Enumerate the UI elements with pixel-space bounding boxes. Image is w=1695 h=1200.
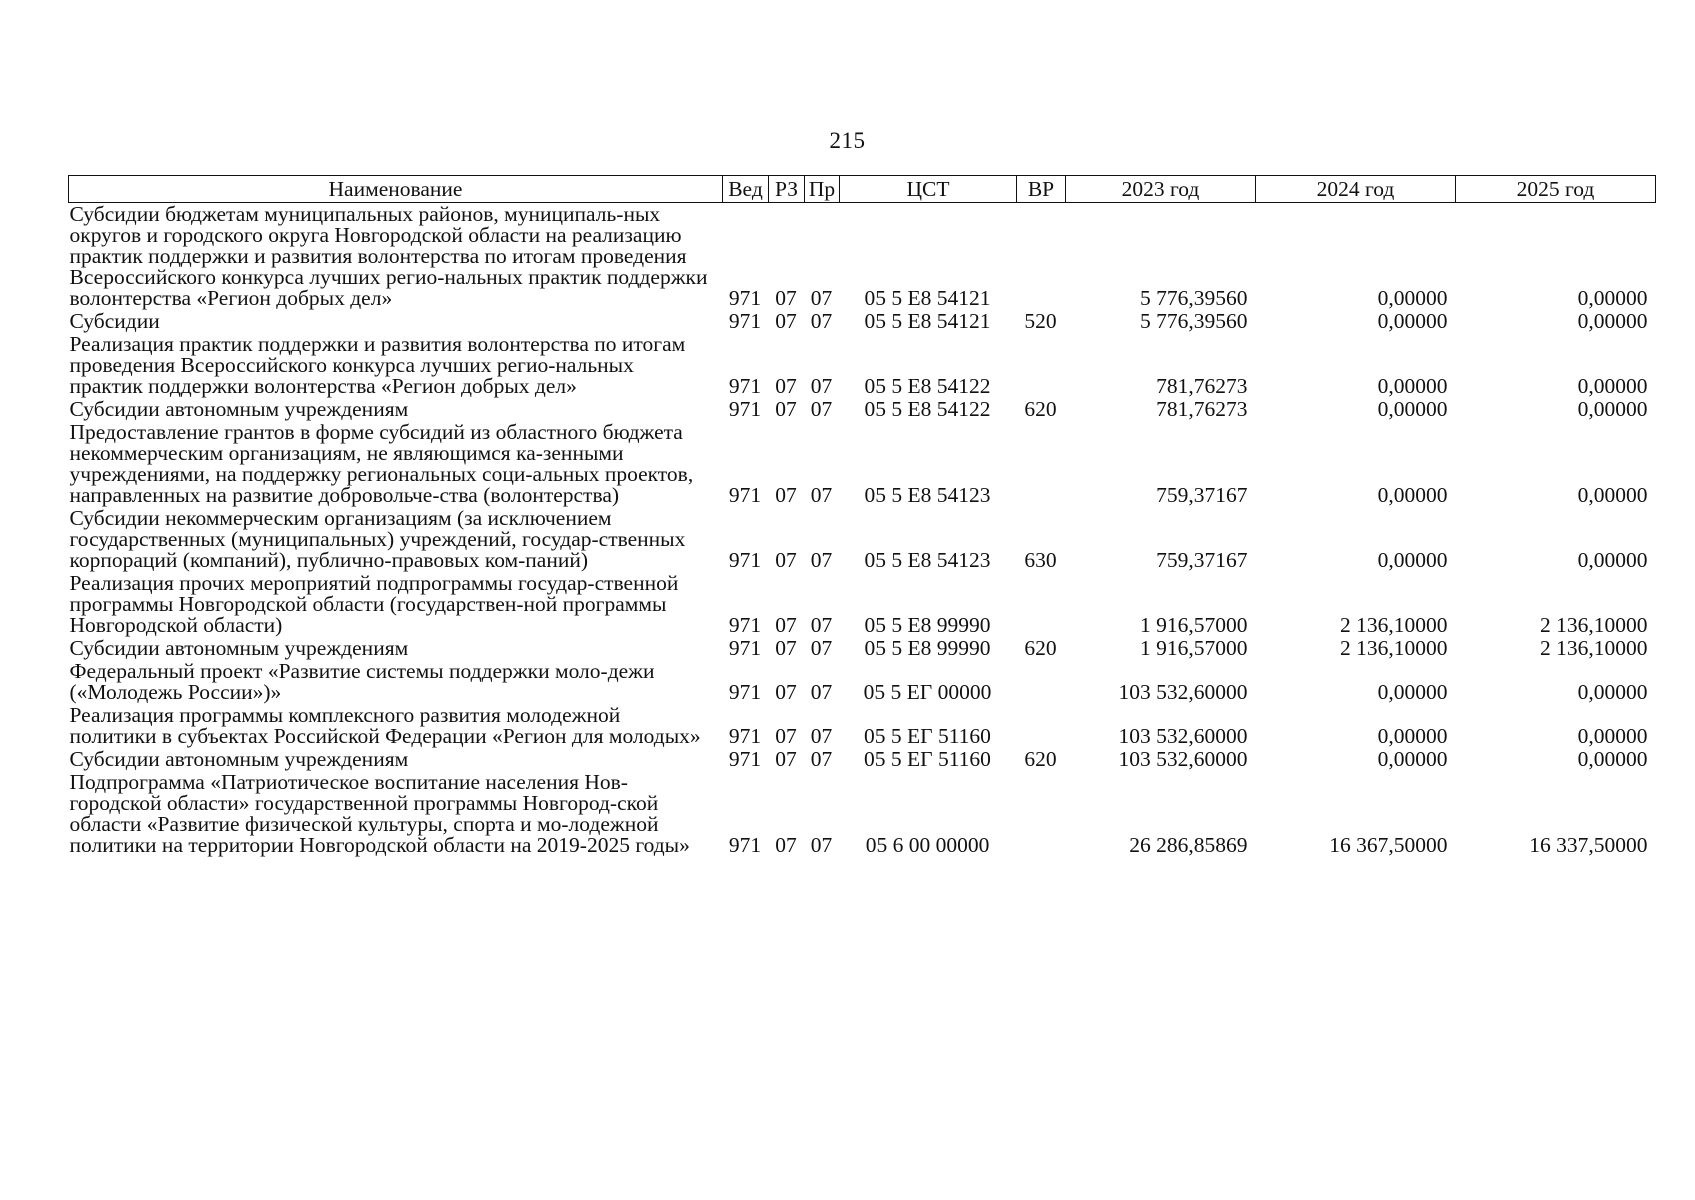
row-2025: 0,00000 bbox=[1577, 548, 1648, 572]
row-cst: 05 5 E8 99990 bbox=[864, 613, 991, 637]
row-cst: 05 5 E8 99990 bbox=[864, 636, 991, 660]
row-pr: 07 bbox=[810, 724, 833, 748]
row-vr bbox=[1017, 333, 1066, 398]
header-pr: Пр bbox=[805, 176, 840, 203]
row-2023: 103 532,60000 bbox=[1118, 724, 1248, 748]
row-name: Субсидии автономным учреждениям bbox=[69, 747, 409, 771]
header-name: Наименование bbox=[69, 176, 723, 203]
row-rz: 07 bbox=[775, 680, 797, 704]
row-2025: 0,00000 bbox=[1577, 747, 1648, 771]
row-2025: 0,00000 bbox=[1577, 680, 1648, 704]
row-pr: 07 bbox=[810, 636, 833, 660]
row-2023: 26 286,85869 bbox=[1129, 833, 1248, 857]
row-2024: 0,00000 bbox=[1377, 680, 1448, 704]
row-2025: 0,00000 bbox=[1577, 374, 1648, 398]
table-row bbox=[69, 507, 1656, 572]
page-number: 215 bbox=[829, 128, 866, 153]
row-2023: 781,76273 bbox=[1156, 397, 1248, 421]
row-rz: 07 bbox=[775, 724, 797, 748]
row-pr: 07 bbox=[810, 483, 833, 507]
table-row bbox=[69, 310, 1656, 333]
table-row bbox=[69, 398, 1656, 421]
budget-table bbox=[68, 175, 1656, 857]
table-row bbox=[69, 572, 1656, 637]
row-rz: 07 bbox=[775, 613, 797, 637]
table-row bbox=[69, 660, 1656, 704]
row-2023: 1 916,57000 bbox=[1140, 613, 1248, 637]
row-rz: 07 bbox=[775, 747, 797, 771]
row-name: Предоставление грантов в форме субсидий из областного бюджета некоммерческим организациям, не являющимся ка-зенными учреждениями, на поддержку региональных соци-альных проектов, направленных на развитие добровольче-ства (волонтерства) bbox=[69, 420, 694, 507]
row-name: Субсидии некоммерческим организациям (за исключением государственных (муниципальных) учреждений, государ-ственных корпораций (компаний), публично-правовых ком-паний) bbox=[69, 506, 686, 572]
row-ved: 971 bbox=[728, 374, 762, 398]
row-2023: 1 916,57000 bbox=[1140, 636, 1248, 660]
row-vr bbox=[1017, 660, 1066, 704]
row-cst: 05 6 00 00000 bbox=[865, 833, 990, 857]
row-cst: 05 5 E8 54121 bbox=[864, 309, 991, 333]
row-pr: 07 bbox=[810, 613, 833, 637]
row-name: Субсидии bbox=[69, 309, 160, 333]
row-cst: 05 5 E8 54123 bbox=[864, 548, 991, 572]
header-2024: 2024 год bbox=[1256, 176, 1456, 203]
row-vr: 520 bbox=[1024, 309, 1057, 333]
row-2025: 0,00000 bbox=[1577, 397, 1648, 421]
table-row bbox=[69, 203, 1656, 311]
table-row bbox=[69, 771, 1656, 857]
row-rz: 07 bbox=[775, 636, 797, 660]
row-name: Реализация практик поддержки и развития волонтерства по итогам проведения Всероссийского конкурса лучших регио-нальных практик поддержки волонтерства «Регион добрых дел» bbox=[69, 332, 686, 398]
row-2024: 0,00000 bbox=[1377, 309, 1448, 333]
header-2023: 2023 год bbox=[1066, 176, 1256, 203]
row-rz: 07 bbox=[775, 548, 797, 572]
table-row bbox=[69, 333, 1656, 398]
row-2025: 0,00000 bbox=[1577, 309, 1648, 333]
row-vr bbox=[1017, 572, 1066, 637]
row-cst: 05 5 E8 54122 bbox=[864, 397, 991, 421]
row-name: Подпрограмма «Патриотическое воспитание населения Нов-городской области» государственной программы Новгород-ской области «Развитие физической культуры, спорта и мо-лодежной политики на территории Новгородской области на 2019-2025 годы» bbox=[69, 770, 690, 857]
header-2025: 2025 год bbox=[1456, 176, 1656, 203]
row-ved: 971 bbox=[728, 286, 762, 310]
row-rz: 07 bbox=[775, 833, 797, 857]
row-ved: 971 bbox=[728, 613, 762, 637]
row-vr: 620 bbox=[1024, 636, 1057, 660]
row-2025: 16 337,50000 bbox=[1529, 833, 1648, 857]
row-cst: 05 5 ЕГ 00000 bbox=[863, 680, 992, 704]
row-2023: 759,37167 bbox=[1156, 548, 1248, 572]
row-ved: 971 bbox=[728, 397, 762, 421]
row-name: Субсидии бюджетам муниципальных районов, муниципаль-ных округов и городского округа Новгородской области на реализацию практик поддержки и развития волонтерства по итогам проведения Всероссийского конкурса лучших регио-нальных практик поддержки волонтерства «Регион добрых дел» bbox=[69, 202, 708, 310]
row-2023: 103 532,60000 bbox=[1118, 747, 1248, 771]
row-name: Субсидии автономным учреждениям bbox=[69, 397, 409, 421]
row-2025: 0,00000 bbox=[1577, 286, 1648, 310]
row-2023: 5 776,39560 bbox=[1140, 286, 1248, 310]
row-2023: 103 532,60000 bbox=[1118, 680, 1248, 704]
row-2023: 5 776,39560 bbox=[1140, 309, 1248, 333]
row-rz: 07 bbox=[775, 397, 797, 421]
row-cst: 05 5 ЕГ 51160 bbox=[864, 747, 991, 771]
row-pr: 07 bbox=[810, 680, 833, 704]
row-cst: 05 5 ЕГ 51160 bbox=[864, 724, 991, 748]
header-ved: Вед bbox=[723, 176, 769, 203]
row-ved: 971 bbox=[728, 636, 762, 660]
table-header-row bbox=[69, 176, 1656, 203]
row-2024: 2 136,10000 bbox=[1340, 636, 1448, 660]
row-pr: 07 bbox=[810, 286, 833, 310]
row-name: Реализация программы комплексного развития молодежной политики в субъектах Российской Федерации «Регион для молодых» bbox=[69, 703, 701, 748]
row-ved: 971 bbox=[728, 483, 762, 507]
row-cst: 05 5 E8 54121 bbox=[864, 286, 991, 310]
row-vr bbox=[1017, 203, 1066, 311]
row-vr bbox=[1017, 421, 1066, 507]
row-vr: 620 bbox=[1024, 397, 1057, 421]
row-ved: 971 bbox=[728, 724, 762, 748]
row-pr: 07 bbox=[810, 309, 833, 333]
row-cst: 05 5 E8 54122 bbox=[864, 374, 991, 398]
table-row bbox=[69, 704, 1656, 748]
row-2024: 2 136,10000 bbox=[1340, 613, 1448, 637]
row-name: Федеральный проект «Развитие системы поддержки моло-дежи («Молодежь России»)» bbox=[69, 659, 655, 704]
row-2024: 0,00000 bbox=[1377, 747, 1448, 771]
header-vr: ВР bbox=[1017, 176, 1066, 203]
row-2024: 0,00000 bbox=[1377, 483, 1448, 507]
table-row bbox=[69, 421, 1656, 507]
row-pr: 07 bbox=[810, 397, 833, 421]
row-pr: 07 bbox=[810, 747, 833, 771]
header-cst: ЦСТ bbox=[840, 176, 1017, 203]
row-vr bbox=[1017, 704, 1066, 748]
row-vr: 630 bbox=[1024, 548, 1057, 572]
row-ved: 971 bbox=[728, 833, 762, 857]
row-pr: 07 bbox=[810, 374, 833, 398]
row-vr bbox=[1017, 771, 1066, 857]
row-pr: 07 bbox=[810, 833, 833, 857]
row-2023: 781,76273 bbox=[1156, 374, 1248, 398]
row-ved: 971 bbox=[728, 747, 762, 771]
row-2024: 0,00000 bbox=[1377, 724, 1448, 748]
row-ved: 971 bbox=[728, 680, 762, 704]
table-row bbox=[69, 637, 1656, 660]
row-ved: 971 bbox=[728, 548, 762, 572]
row-rz: 07 bbox=[775, 309, 797, 333]
row-ved: 971 bbox=[728, 309, 762, 333]
row-rz: 07 bbox=[775, 286, 797, 310]
row-cst: 05 5 E8 54123 bbox=[864, 483, 991, 507]
row-name: Субсидии автономным учреждениям bbox=[69, 636, 409, 660]
row-vr: 620 bbox=[1024, 747, 1057, 771]
table-body bbox=[69, 203, 1656, 858]
row-2024: 0,00000 bbox=[1377, 397, 1448, 421]
row-2025: 2 136,10000 bbox=[1540, 613, 1648, 637]
row-2023: 759,37167 bbox=[1156, 483, 1248, 507]
row-pr: 07 bbox=[810, 548, 833, 572]
header-rz: РЗ bbox=[769, 176, 805, 203]
row-rz: 07 bbox=[775, 483, 797, 507]
row-2024: 0,00000 bbox=[1377, 374, 1448, 398]
row-2024: 0,00000 bbox=[1377, 548, 1448, 572]
row-rz: 07 bbox=[775, 374, 797, 398]
row-2024: 16 367,50000 bbox=[1329, 833, 1448, 857]
row-2024: 0,00000 bbox=[1377, 286, 1448, 310]
row-name: Реализация прочих мероприятий подпрограммы государ-ственной программы Новгородской области (государствен-ной программы Новгородской области) bbox=[69, 571, 679, 637]
row-2025: 0,00000 bbox=[1577, 483, 1648, 507]
row-2025: 2 136,10000 bbox=[1540, 636, 1648, 660]
table-row bbox=[69, 748, 1656, 771]
row-2025: 0,00000 bbox=[1577, 724, 1648, 748]
